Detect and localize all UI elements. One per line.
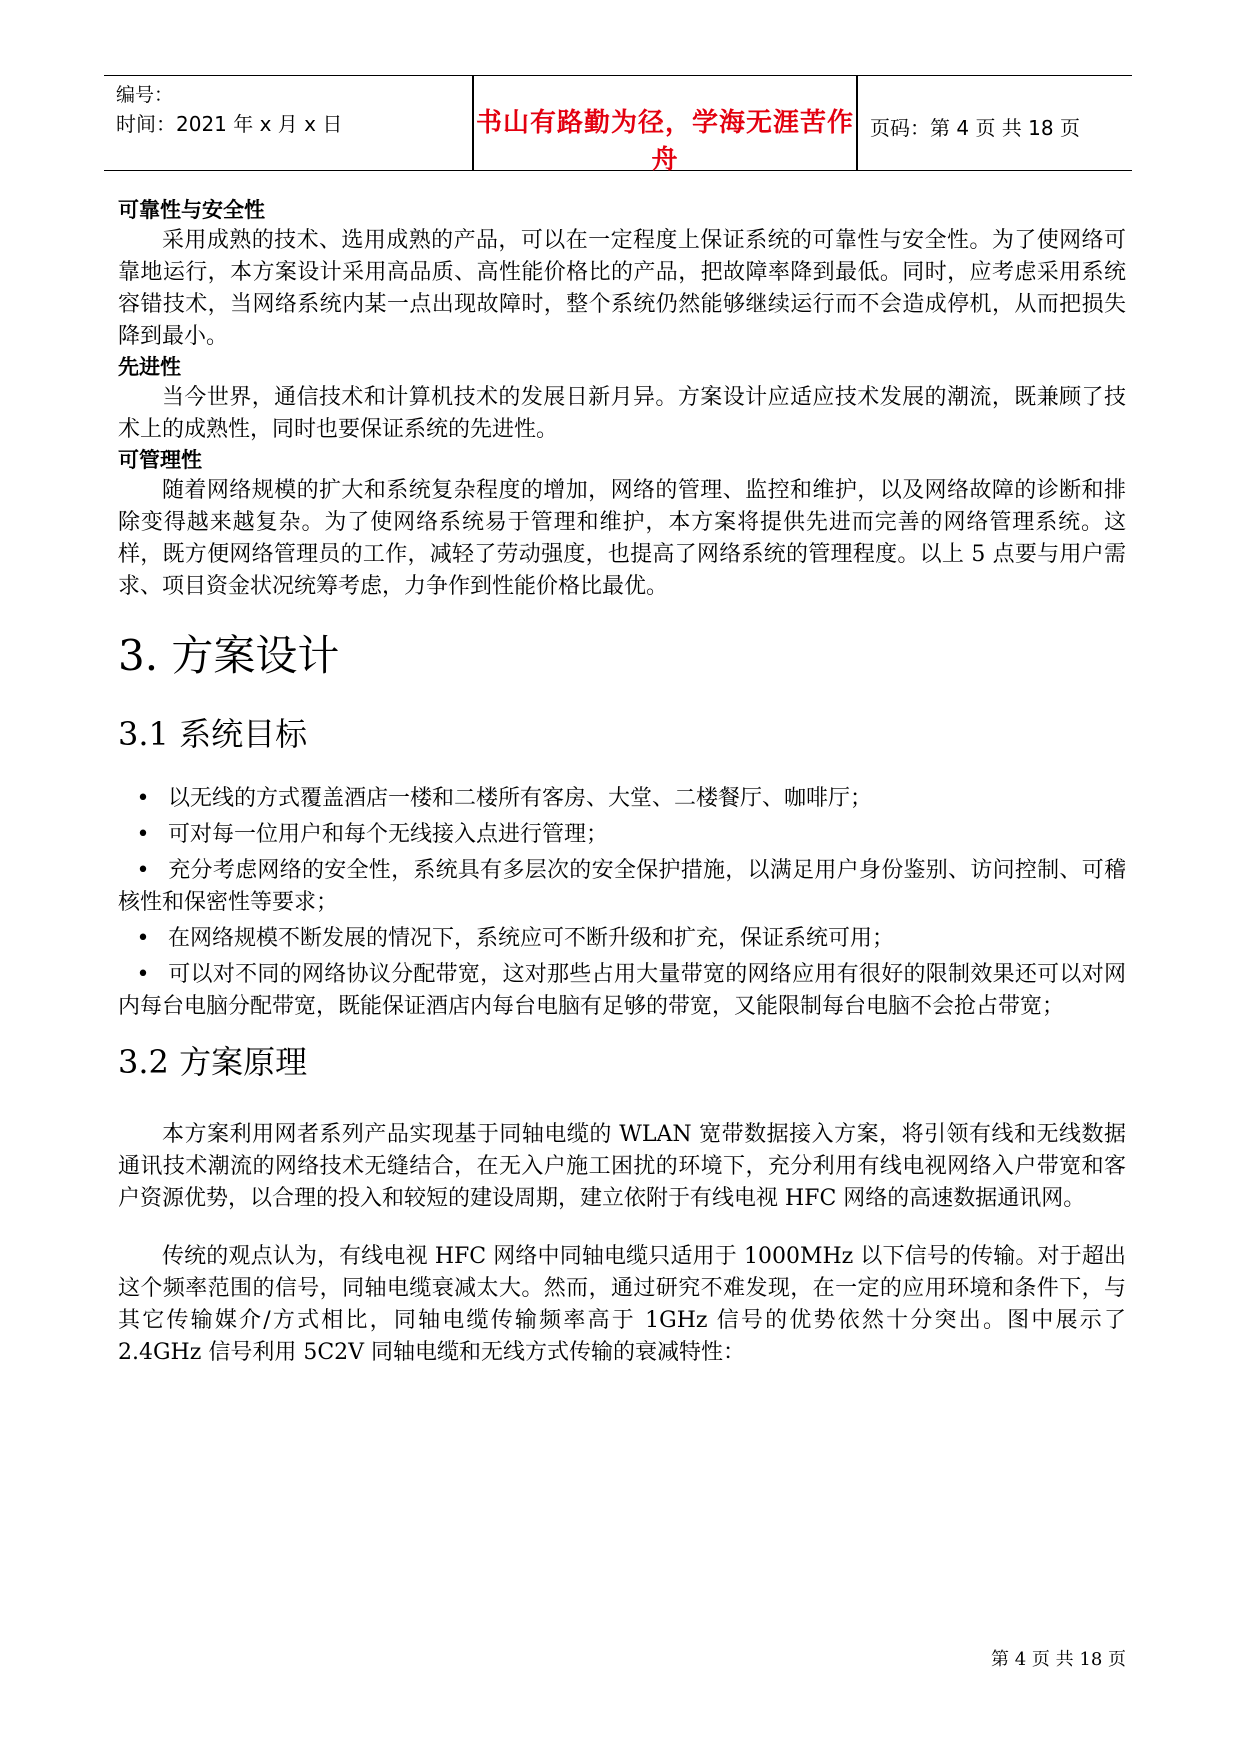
heading-system-goals: 3.1 系统目标 [118, 715, 308, 753]
paragraph-reliability: 采用成熟的技术、选用成熟的产品，可以在一定程度上保证系统的可靠性与安全性。为了使网络可靠地运行，本方案设计采用高品质、高性能价格比的产品，把故障率降到最低。同时，应考虑采用系统容错技术，当网络系统内某一点出现故障时，整个系统仍然能够继续运行而不会造成停机，从而把损失降到最小。 [118, 228, 1126, 349]
header-divider [856, 76, 858, 170]
bullet-icon: • [136, 786, 150, 811]
paragraph-advanced: 当今世界，通信技术和计算机技术的发展日新月异。方案设计应适应技术发展的潮流，既兼顾了技术上的成熟性，同时也要保证系统的先进性。 [118, 385, 1126, 442]
list-item [118, 923, 1126, 955]
goals-list [118, 783, 1126, 1023]
header-motto: 书山有路勤为径，学海无涯苦作舟 [475, 108, 854, 175]
section-title-manageability: 可管理性 [118, 448, 202, 472]
paragraph-principle-1: 本方案利用网者系列产品实现基于同轴电缆的 WLAN 宽带数据接入方案，将引领有线和无线数据通讯技术潮流的网络技术无缝结合，在无入户施工困扰的环境下，充分利用有线电视网络入户带宽和客户资源优势，以合理的投入和较短的建设周期，建立依附于有线电视 HFC 网络的高速数据通讯网。 [118, 1122, 1126, 1211]
goal-text: 充分考虑网络的安全性，系统具有多层次的安全保护措施，以满足用户身份鉴别、访问控制、可稽核性和保密性等要求； [118, 858, 1126, 915]
goal-text: 以无线的方式覆盖酒店一楼和二楼所有客房、大堂、二楼餐厅、咖啡厅； [168, 786, 873, 811]
header-left-cell [116, 76, 472, 170]
document-number-label: 编号： [116, 84, 174, 106]
list-item [118, 783, 1126, 815]
section-title-reliability: 可靠性与安全性 [118, 198, 265, 222]
bullet-icon: • [136, 962, 150, 987]
heading-solution-design: 3. 方案设计 [118, 631, 340, 680]
paragraph-principle-2: 传统的观点认为，有线电视 HFC 网络中同轴电缆只适用于 1000MHz 以下信号的传输。对于超出这个频率范围的信号，同轴电缆衰减太大。然而，通过研究不难发现，在一定的应用环境和条件下，与其它传输媒介/方式相比，同轴电缆传输频率高于 1GHz 信号的优势依然十分突出。图中展示了 2.4GHz 信号利用 5C2V 同轴电缆和无线方式传输的衰减特性： [118, 1244, 1126, 1365]
spacer [118, 1093, 1126, 1119]
list-item [118, 855, 1126, 919]
document-time-label: 时间：2021 年 x 月 x 日 [116, 112, 343, 136]
goal-text: 在网络规模不断发展的情况下，系统应可不断升级和扩充，保证系统可用； [168, 926, 895, 951]
bullet-icon: • [136, 926, 150, 951]
page-header-table [104, 75, 1132, 175]
bullet-icon: • [136, 858, 150, 883]
heading-solution-principle: 3.2 方案原理 [118, 1043, 308, 1081]
document-body [118, 196, 1126, 1369]
goal-text: 可对每一位用户和每个无线接入点进行管理； [168, 822, 609, 847]
page-footer: 第 4 页 共 18 页 [991, 1649, 1126, 1670]
list-item [118, 819, 1126, 851]
section-title-advanced: 先进性 [118, 355, 181, 379]
goal-text: 可以对不同的网络协议分配带宽，这对那些占用大量带宽的网络应用有很好的限制效果还可以对网内每台电脑分配带宽，既能保证酒店内每台电脑有足够的带宽，又能限制每台电脑不会抢占带宽； [118, 962, 1126, 1019]
header-page-code: 页码：第 4 页 共 18 页 [870, 116, 1080, 140]
spacer [118, 1215, 1126, 1241]
paragraph-manageability: 随着网络规模的扩大和系统复杂程度的增加，网络的管理、监控和维护，以及网络故障的诊断和排除变得越来越复杂。为了使网络系统易于管理和维护，本方案将提供先进而完善的网络管理系统。这样，既方便网络管理员的工作，减轻了劳动强度，也提高了网络系统的管理程度。以上 5 点要与用户需求、项目资金状况统筹考虑，力争作到性能价格比最优。 [118, 478, 1126, 599]
bullet-icon: • [136, 822, 150, 847]
list-item [118, 959, 1126, 1023]
